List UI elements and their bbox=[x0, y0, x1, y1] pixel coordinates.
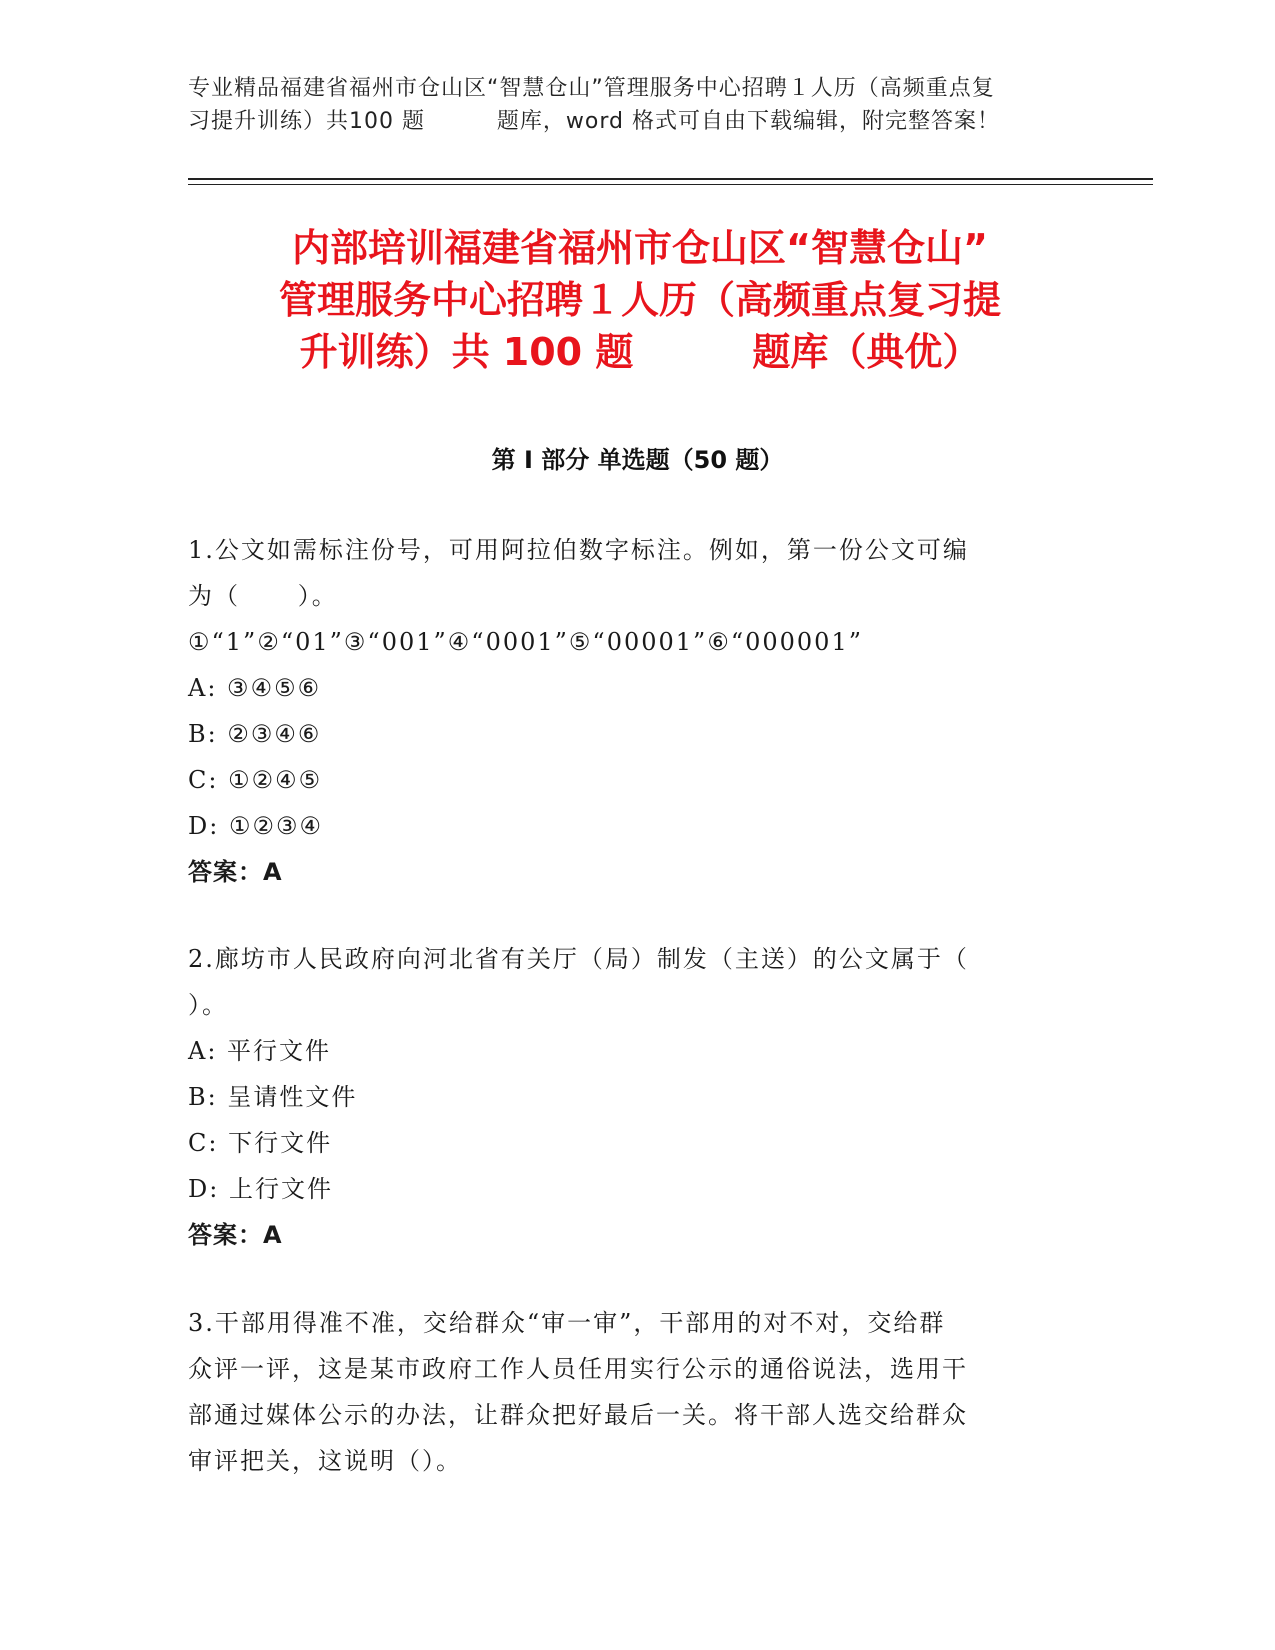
question-text-line: ）。 bbox=[188, 991, 228, 1019]
question-text-line: 审评把关，这说明（）。 bbox=[188, 1447, 462, 1475]
title-line-2: 管理服务中心招聘１人历（高频重点复习提 bbox=[278, 278, 1001, 322]
question-1 bbox=[188, 527, 1068, 895]
option-c: C: ①②④⑤ bbox=[188, 766, 323, 794]
question-text-line: 1.公文如需标注份号，可用阿拉伯数字标注。例如，第一份公文可编 bbox=[188, 536, 969, 564]
question-text-line: 3.干部用得准不准，交给群众“审一审”，干部用的对不对，交给群 bbox=[188, 1309, 946, 1337]
option-a: A: 平行文件 bbox=[188, 1037, 332, 1065]
header-line-1: 专业精品福建省福州市仓山区“智慧仓山”管理服务中心招聘１人历（高频重点复 bbox=[188, 76, 995, 101]
question-2 bbox=[188, 936, 1068, 1258]
option-d: D: 上行文件 bbox=[188, 1175, 333, 1203]
header-divider-thick bbox=[188, 178, 1153, 180]
option-a: A: ③④⑤⑥ bbox=[188, 674, 322, 702]
question-3 bbox=[188, 1300, 1068, 1484]
option-b: B: ②③④⑥ bbox=[188, 720, 322, 748]
document-title bbox=[190, 222, 1090, 378]
option-c: C: 下行文件 bbox=[188, 1129, 333, 1157]
answer: 答案：A bbox=[188, 858, 283, 886]
answer: 答案：A bbox=[188, 1221, 283, 1249]
question-text-line: 部通过媒体公示的办法，让群众把好最后一关。将干部人选交给群众 bbox=[188, 1401, 968, 1429]
option-d: D: ①②③④ bbox=[188, 812, 324, 840]
question-text-line: 2.廊坊市人民政府向河北省有关厅（局）制发（主送）的公文属于（ bbox=[188, 945, 969, 973]
header-line-2: 习提升训练）共100 题 题库，word 格式可自由下载编辑，附完整答案！ bbox=[188, 109, 1000, 134]
question-text-line: 为（ ）。 bbox=[188, 582, 338, 610]
question-text-line: ①“1”②“01”③“001”④“0001”⑤“00001”⑥“000001” bbox=[188, 628, 863, 656]
section-heading: 第 I 部分 单选题（50 题） bbox=[491, 446, 784, 474]
option-b: B: 呈请性文件 bbox=[188, 1083, 358, 1111]
title-line-1: 内部培训福建省福州市仓山区“智慧仓山” bbox=[292, 226, 988, 270]
header-divider-thin bbox=[188, 184, 1153, 185]
title-line-3: 升训练）共 100 题 题库（典优） bbox=[299, 330, 981, 374]
document-header bbox=[188, 72, 1088, 138]
question-text-line: 众评一评，这是某市政府工作人员任用实行公示的通俗说法，选用干 bbox=[188, 1355, 968, 1383]
